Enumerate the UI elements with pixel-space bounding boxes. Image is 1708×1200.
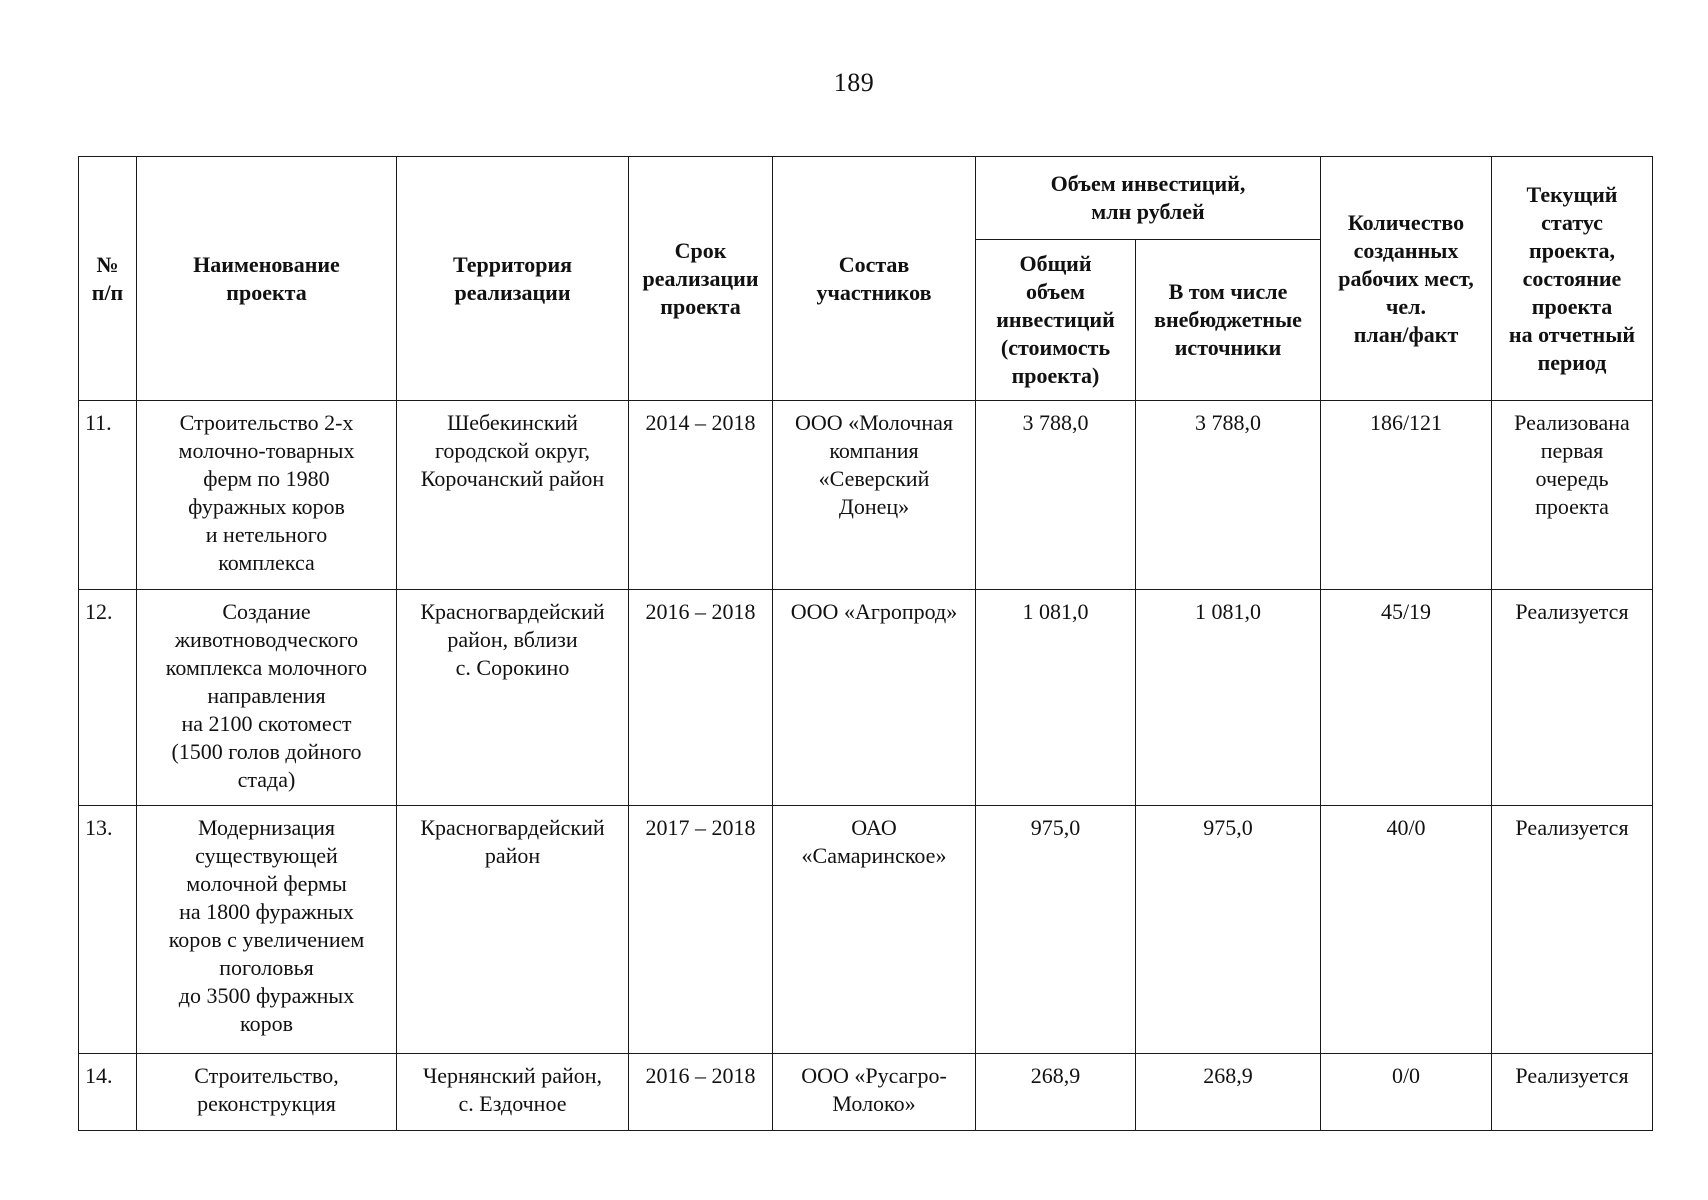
cell-participants: ООО «Русагро- Молоко» [773, 1054, 976, 1131]
header-participants: Состав участников [773, 157, 976, 401]
cell-territory: Чернянский район, с. Ездочное [397, 1054, 629, 1131]
table-row [79, 1054, 1653, 1131]
cell-participants: ОАО «Самаринское» [773, 806, 976, 1054]
cell-project-name: Строительство, реконструкция [137, 1054, 397, 1131]
cell-investment-extrabudget: 268,9 [1136, 1054, 1321, 1131]
cell-project-name: Модернизация существующей молочной фермы на 1800 фуражных коров с увеличением поголовья до 3500 фуражных коров [137, 806, 397, 1054]
header-investment-group: Объем инвестиций, млн рублей [976, 157, 1321, 240]
cell-jobs: 40/0 [1321, 806, 1492, 1054]
table-row [79, 590, 1653, 806]
table-row [79, 806, 1653, 1054]
header-num: № п/п [79, 157, 137, 401]
cell-investment-total: 3 788,0 [976, 401, 1136, 590]
cell-period: 2014 – 2018 [629, 401, 773, 590]
cell-investment-extrabudget: 3 788,0 [1136, 401, 1321, 590]
cell-num: 12. [79, 590, 137, 806]
cell-jobs: 186/121 [1321, 401, 1492, 590]
cell-project-name: Строительство 2-х молочно-товарных ферм по 1980 фуражных коров и нетельного комплекса [137, 401, 397, 590]
cell-territory: Красногвардейский район, вблизи с. Сорокино [397, 590, 629, 806]
header-investment-extrabudget: В том числе внебюджетные источники [1136, 240, 1321, 401]
cell-num: 14. [79, 1054, 137, 1131]
cell-num: 13. [79, 806, 137, 1054]
cell-status: Реализуется [1492, 590, 1653, 806]
table-row [79, 401, 1653, 590]
cell-jobs: 0/0 [1321, 1054, 1492, 1131]
cell-num: 11. [79, 401, 137, 590]
cell-investment-extrabudget: 1 081,0 [1136, 590, 1321, 806]
cell-investment-total: 1 081,0 [976, 590, 1136, 806]
header-jobs: Количество созданных рабочих мест, чел. план/факт [1321, 157, 1492, 401]
header-investment-total: Общий объем инвестиций (стоимость проекта) [976, 240, 1136, 401]
cell-project-name: Создание животноводческого комплекса молочного направления на 2100 скотомест (1500 голов дойного стада) [137, 590, 397, 806]
cell-period: 2016 – 2018 [629, 590, 773, 806]
cell-territory: Шебекинский городской округ, Корочанский район [397, 401, 629, 590]
header-project-name: Наименование проекта [137, 157, 397, 401]
cell-period: 2017 – 2018 [629, 806, 773, 1054]
investment-projects-table [78, 156, 1653, 1131]
header-territory: Территория реализации [397, 157, 629, 401]
cell-participants: ООО «Молочная компания «Северский Донец» [773, 401, 976, 590]
table-header-row [79, 157, 1653, 240]
cell-status: Реализуется [1492, 806, 1653, 1054]
cell-territory: Красногвардейский район [397, 806, 629, 1054]
cell-period: 2016 – 2018 [629, 1054, 773, 1131]
cell-investment-extrabudget: 975,0 [1136, 806, 1321, 1054]
header-status: Текущий статус проекта, состояние проекта на отчетный период [1492, 157, 1653, 401]
page-number: 189 [833, 68, 875, 97]
cell-status: Реализована первая очередь проекта [1492, 401, 1653, 590]
cell-investment-total: 268,9 [976, 1054, 1136, 1131]
cell-status: Реализуется [1492, 1054, 1653, 1131]
cell-investment-total: 975,0 [976, 806, 1136, 1054]
cell-participants: ООО «Агропрод» [773, 590, 976, 806]
header-period: Срок реализации проекта [629, 157, 773, 401]
cell-jobs: 45/19 [1321, 590, 1492, 806]
